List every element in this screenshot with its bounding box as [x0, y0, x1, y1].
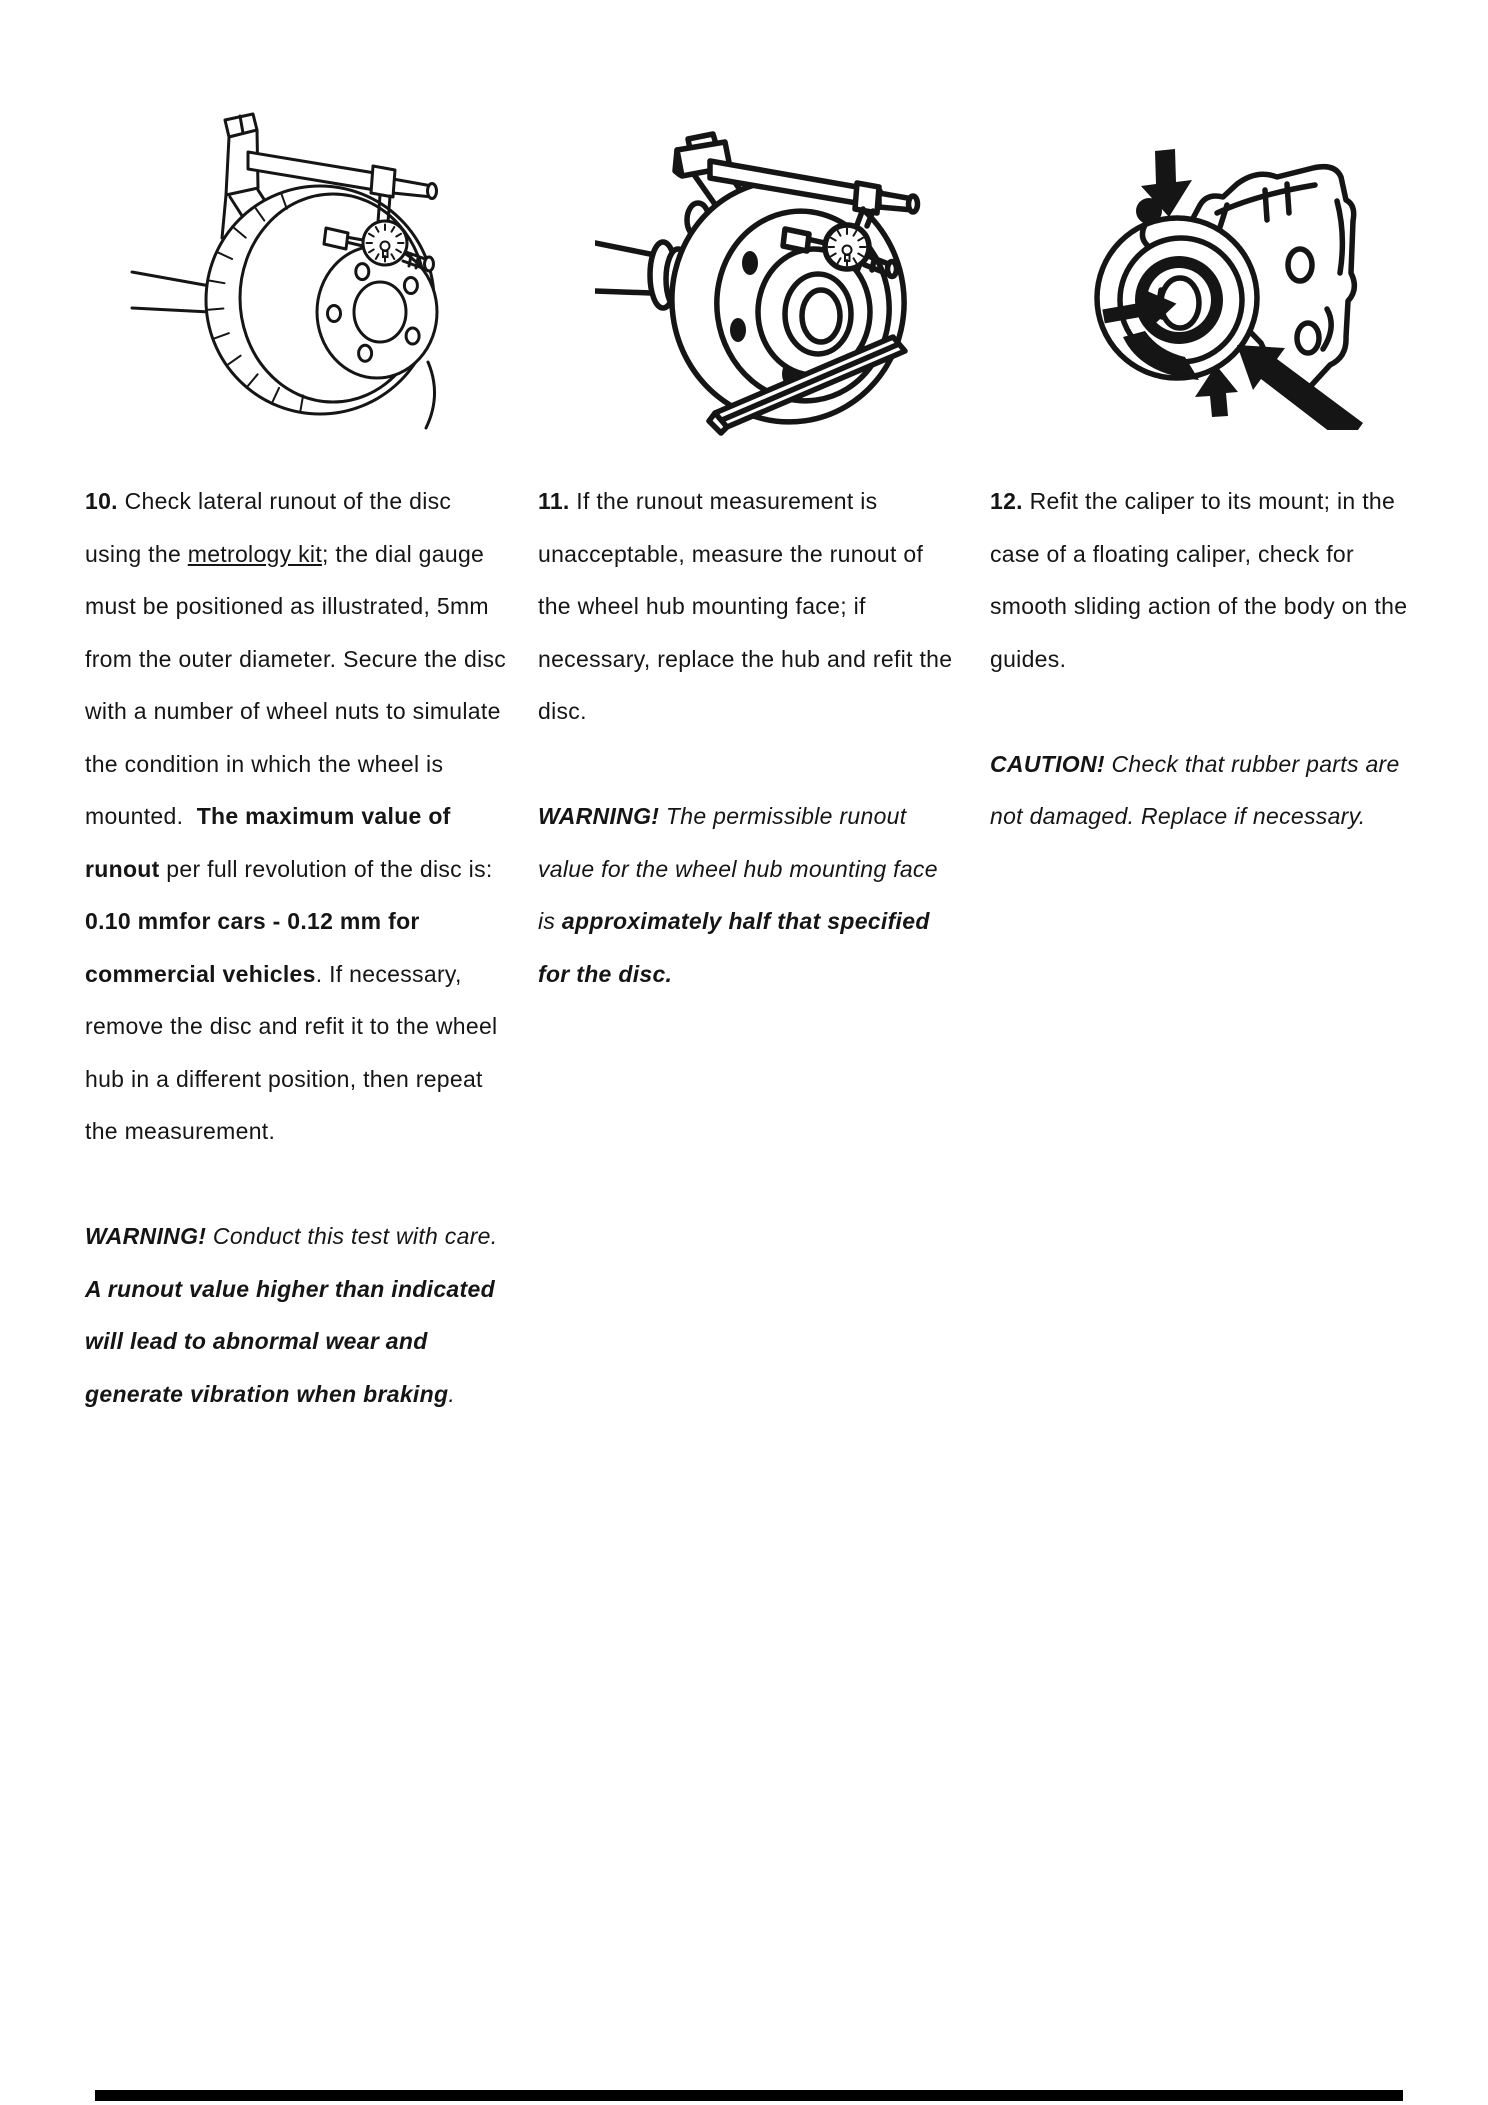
bottom-rule — [95, 2090, 1403, 2101]
text-segment: 12. — [990, 488, 1023, 514]
text-segment: WARNING! — [85, 1223, 207, 1249]
disc-runout-figure — [130, 100, 460, 440]
brake-disc-dial-gauge-illustration — [130, 100, 460, 435]
text-segment: Refit the caliper to its mount; in the case of a floating caliper, check for smooth sliding action of the body on the guides. — [990, 488, 1408, 672]
step-11-column — [538, 475, 958, 1000]
text-segment: A runout value higher than indicated will lead to abnormal wear and generate vibration when braking — [85, 1275, 495, 1407]
text-segment: ; the dial gauge must be positioned as illustrated, 5mm from the outer diameter. Secure the disc with a number of wheel nuts to simulate the condition in which the wheel is mounted. — [85, 540, 507, 829]
text-segment: 11. — [538, 488, 570, 514]
step-10-text — [85, 475, 509, 1158]
text-segment: per full revolution of the disc is: — [159, 855, 493, 882]
step-10-warning — [85, 1210, 509, 1420]
step-12-text — [990, 475, 1422, 685]
text-segment: Check that rubber parts are not damaged. Replace if necessary. — [990, 750, 1400, 829]
text-segment: 0.10 mmfor cars - 0.12 mm for commercial vehicles — [85, 908, 420, 987]
text-segment: CAUTION! — [990, 750, 1105, 777]
step-12-caution — [990, 738, 1422, 843]
step-11-text — [538, 475, 958, 738]
caliper-mounting-arrows-illustration — [1065, 105, 1375, 430]
text-segment: approximately half that specified for the disc. — [538, 908, 930, 987]
text-segment: . If necessary, remove the disc and refit it to the wheel hub in a different position, then repeat the measurement. — [85, 960, 498, 1144]
text-segment: WARNING! — [538, 803, 660, 829]
step-12-column — [990, 475, 1422, 843]
text-segment: If the runout measurement is unacceptable, measure the runout of the wheel hub mounting face; if necessary, replace the hub and refit the disc. — [538, 488, 953, 724]
text-segment: 10. — [85, 488, 118, 514]
text-segment: The maximum value of runout — [85, 803, 451, 882]
text-segment: The permissible runout value for the wheel hub mounting face — [538, 803, 938, 882]
hub-runout-figure — [595, 95, 945, 445]
text-segment: Check lateral runout of the disc using the — [85, 488, 452, 567]
step-11-warning — [538, 790, 958, 1000]
text-segment: is — [538, 908, 562, 934]
text-segment: . — [448, 1380, 456, 1407]
text-segment: Conduct this test with care. — [206, 1223, 498, 1249]
wheel-hub-dial-gauge-illustration — [595, 95, 945, 440]
step-10-column — [85, 475, 509, 1420]
metrology-kit-link[interactable]: metrology kit — [187, 540, 323, 567]
caliper-refit-figure — [1065, 105, 1375, 435]
